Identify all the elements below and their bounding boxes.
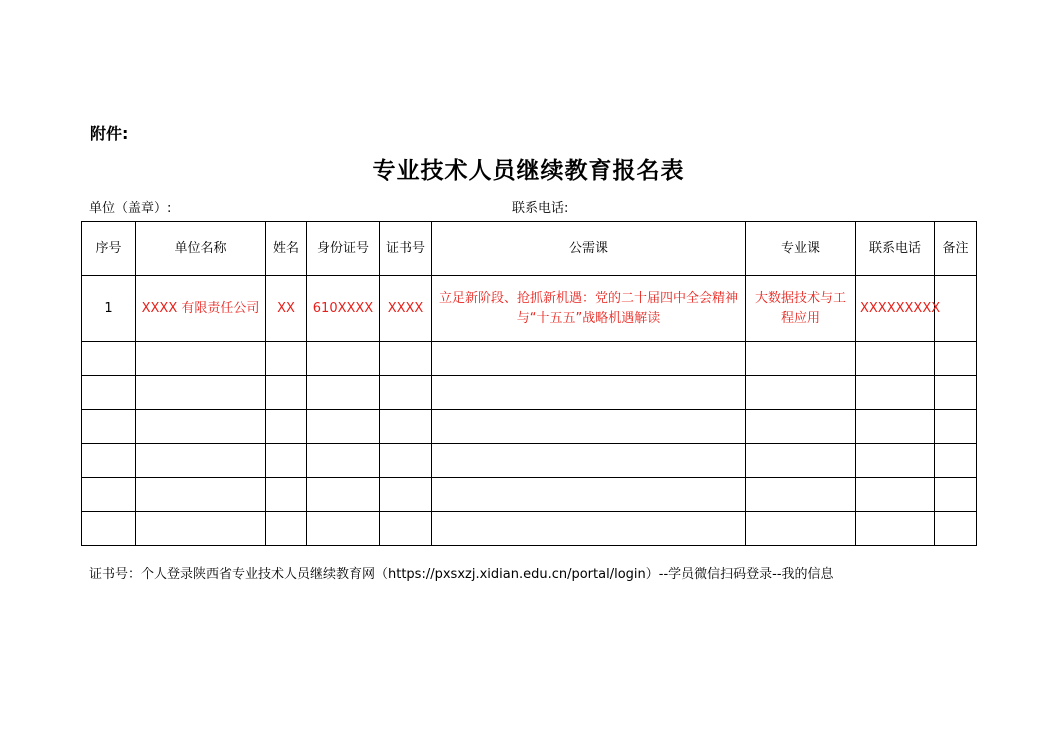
col-header-professional-course: 专业课 <box>746 222 856 276</box>
col-header-phone: 联系电话 <box>856 222 935 276</box>
registration-table <box>81 221 977 546</box>
table-row <box>82 342 977 376</box>
table-row <box>82 444 977 478</box>
table-row <box>82 512 977 546</box>
col-header-remarks: 备注 <box>935 222 977 276</box>
cell-professional-course: 大数据技术与工程应用 <box>746 276 856 342</box>
cell-public-course: 立足新阶段、抢抓新机遇：党的二十届四中全会精神与“十五五”战略机遇解读 <box>432 276 746 342</box>
cell-phone: XXXXXXXXX <box>856 276 935 342</box>
col-header-unit-name: 单位名称 <box>136 222 266 276</box>
col-header-cert-number: 证书号 <box>380 222 432 276</box>
contact-phone-label: 联系电话: <box>512 201 569 216</box>
cell-remarks <box>935 276 977 342</box>
cell-cert-number: XXXX <box>380 276 432 342</box>
table-row <box>82 276 977 342</box>
table-row <box>82 376 977 410</box>
page-title: 专业技术人员继续教育报名表 <box>372 157 685 184</box>
col-header-public-course: 公需课 <box>432 222 746 276</box>
table-row <box>82 410 977 444</box>
col-header-id-number: 身份证号 <box>307 222 380 276</box>
footnote: 证书号：个人登录陕西省专业技术人员继续教育网（https://pxsxzj.xidian.edu.cn/portal/login）--学员微信扫码登录--我的信息 <box>89 567 834 582</box>
cell-unit-name: XXXX 有限责任公司 <box>136 276 266 342</box>
unit-seal-label: 单位（盖章）: <box>89 201 172 216</box>
cell-id-number: 610XXXX <box>307 276 380 342</box>
cell-name: XX <box>266 276 307 342</box>
col-header-index: 序号 <box>82 222 136 276</box>
table-row <box>82 478 977 512</box>
col-header-name: 姓名 <box>266 222 307 276</box>
cell-index: 1 <box>82 276 136 342</box>
header-row <box>82 222 977 276</box>
attachment-label: 附件: <box>90 124 129 143</box>
